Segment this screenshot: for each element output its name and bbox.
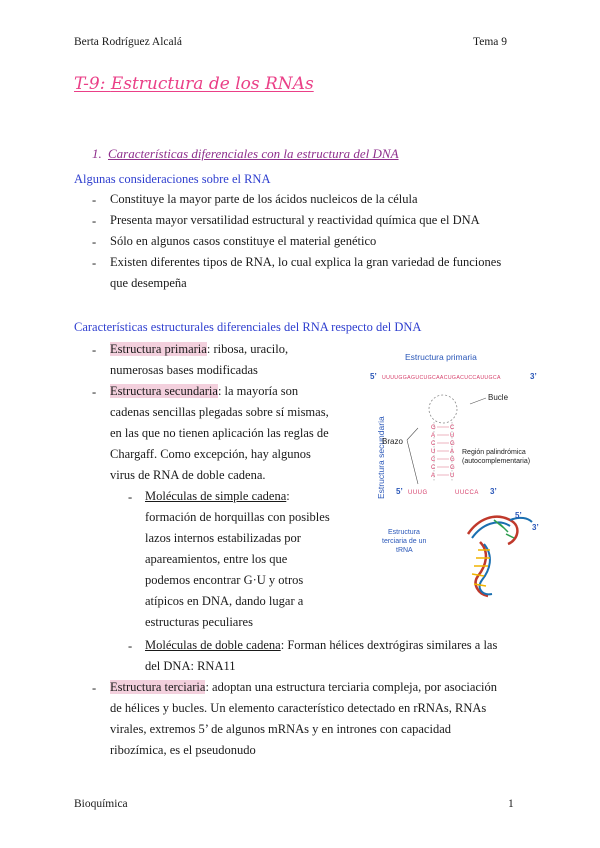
bullet-dash: - bbox=[92, 343, 97, 357]
pair-right-base: C bbox=[450, 425, 455, 431]
base-pairs bbox=[431, 425, 455, 479]
single-term: Moléculas de simple cadena bbox=[145, 489, 287, 503]
tertiary-line-3: virales, extremos 5’ de algunos mRNAs y en intrones con capacidad bbox=[110, 722, 451, 736]
tertiary-line-2: de hélices y bucles. Un elemento característico detectado en rRNAs, RNAs bbox=[110, 701, 487, 715]
single-line-4: apareamientos, entre los que bbox=[145, 552, 288, 566]
single-line-5: podemos encontrar G·U y otros bbox=[145, 573, 304, 587]
seq-3prime: 3’ bbox=[530, 372, 537, 381]
bullet-dash: - bbox=[128, 639, 133, 653]
footer-page-number: 1 bbox=[508, 798, 514, 810]
pair-right-base: U bbox=[450, 433, 455, 439]
double-line-2: del DNA: RNA11 bbox=[145, 659, 236, 673]
considerations-heading: Algunas consideraciones sobre el RNA bbox=[74, 172, 271, 186]
consideration-item: Existen diferentes tipos de RNA, lo cual explica la gran variedad de funciones bbox=[110, 255, 502, 269]
pair-right-base: G bbox=[450, 457, 455, 463]
secondary-line: Estructura secundaria: la mayoría son bbox=[110, 384, 299, 398]
brazo-label: Brazo bbox=[382, 437, 403, 446]
header-topic: Tema 9 bbox=[473, 36, 508, 48]
pair-left-base: C bbox=[431, 441, 436, 447]
brazo-pointer bbox=[407, 428, 418, 484]
pair-right-base: G bbox=[450, 465, 455, 471]
primary-line: Estructura primaria: ribosa, uracilo, bbox=[110, 342, 289, 356]
bullet-dash: - bbox=[92, 235, 97, 249]
pair-right-base: A bbox=[450, 449, 455, 455]
secondary-line-5: virus de RNA de doble cadena. bbox=[110, 468, 266, 482]
single-line-6: atípicos en DNA, dando lugar a bbox=[145, 594, 304, 608]
page-title bbox=[74, 74, 314, 94]
pair-right-base: U bbox=[450, 473, 455, 479]
single-line-2: formación de horquillas con posibles bbox=[145, 510, 330, 524]
bottom-right-seq: UUCCA bbox=[455, 490, 479, 496]
pair-left-base: U bbox=[431, 449, 436, 455]
primary-line-2: numerosas bases modificadas bbox=[110, 363, 258, 377]
hairpin-loop bbox=[429, 395, 457, 423]
bullet-dash: - bbox=[128, 490, 133, 504]
consideration-item: Sólo en algunos casos constituye el material genético bbox=[110, 234, 377, 248]
page-title-prefix: T-9: bbox=[74, 74, 111, 94]
pair-left-base: C bbox=[431, 465, 436, 471]
tertiary-label-1: Estructura bbox=[388, 529, 420, 536]
single-line: Moléculas de simple cadena: bbox=[145, 489, 290, 503]
figure-primary-label: Estructura primaria bbox=[405, 352, 477, 362]
pair-left-base: G bbox=[431, 425, 436, 431]
consideration-item-cont: que desempeña bbox=[110, 276, 187, 290]
figure-secondary-label: Estructura secundaria bbox=[376, 416, 386, 499]
bottom-5prime: 5’ bbox=[396, 487, 403, 496]
bullet-dash: - bbox=[92, 385, 97, 399]
section-number: 1. bbox=[92, 146, 102, 161]
double-term: Moléculas de doble cadena bbox=[145, 638, 281, 652]
trna-3prime: 3’ bbox=[532, 523, 539, 532]
pair-right-base: G bbox=[450, 441, 455, 447]
secondary-line-3: en las que no tienen aplicación las reglas de bbox=[110, 426, 329, 440]
pair-left-base: C bbox=[431, 457, 436, 463]
tertiary-line-4: ribozímica, es el pseudonudo bbox=[110, 743, 256, 757]
bottom-3prime: 3’ bbox=[490, 487, 497, 496]
pair-left-base: A bbox=[431, 473, 436, 479]
seq-5prime: 5’ bbox=[370, 372, 377, 381]
bucle-pointer bbox=[470, 398, 486, 404]
rna-structure-figure bbox=[360, 344, 550, 604]
double-line: Moléculas de doble cadena: Forman hélices dextrógiras similares a las bbox=[145, 638, 498, 652]
secondary-term: Estructura secundaria bbox=[110, 384, 218, 398]
bullet-dash: - bbox=[92, 681, 97, 695]
primary-term: Estructura primaria bbox=[110, 342, 207, 356]
tertiary-label-2: terciaria de un bbox=[382, 538, 427, 545]
bottom-left-seq: UUUG bbox=[408, 490, 428, 496]
single-line-3: lazos internos estabilizadas por bbox=[145, 531, 301, 545]
trna-3d-illustration bbox=[468, 517, 532, 596]
single-line-7: estructuras peculiares bbox=[145, 615, 253, 629]
bullet-dash: - bbox=[92, 256, 97, 270]
page-title-text: Estructura de los RNAs bbox=[110, 74, 314, 94]
consideration-item: Presenta mayor versatilidad estructural y reactividad química que el DNA bbox=[110, 213, 480, 227]
region-label: Región palindrómica bbox=[462, 449, 526, 456]
structural-heading: Características estructurales diferenciales del RNA respecto del DNA bbox=[74, 320, 422, 334]
bullet-dash: - bbox=[92, 214, 97, 228]
secondary-line-2: cadenas sencillas plegadas sobre sí mismas, bbox=[110, 405, 329, 419]
pair-left-base: A bbox=[431, 433, 436, 439]
bullet-dash: - bbox=[92, 193, 97, 207]
footer-subject: Bioquímica bbox=[74, 798, 128, 810]
secondary-line-4: Chargaff. Como excepción, hay algunos bbox=[110, 447, 311, 461]
tertiary-term: Estructura terciaria bbox=[110, 680, 206, 694]
sequence-text: UUUUGGAGUCUGCAACUGACUCCAUUGCA bbox=[382, 375, 501, 381]
consideration-item: Constituye la mayor parte de los ácidos nucleicos de la célula bbox=[110, 192, 418, 206]
bucle-label: Bucle bbox=[488, 393, 509, 402]
tertiary-label-3: tRNA bbox=[396, 547, 413, 554]
section-title: Características diferenciales con la estructura del DNA bbox=[108, 146, 399, 161]
header-author: Berta Rodríguez Alcalá bbox=[74, 36, 182, 48]
trna-5prime: 5’ bbox=[515, 511, 522, 520]
tertiary-line: Estructura terciaria: adoptan una estructura terciaria compleja, por asociación bbox=[110, 680, 497, 694]
region-label-2: (autocomplementaria) bbox=[462, 458, 531, 465]
